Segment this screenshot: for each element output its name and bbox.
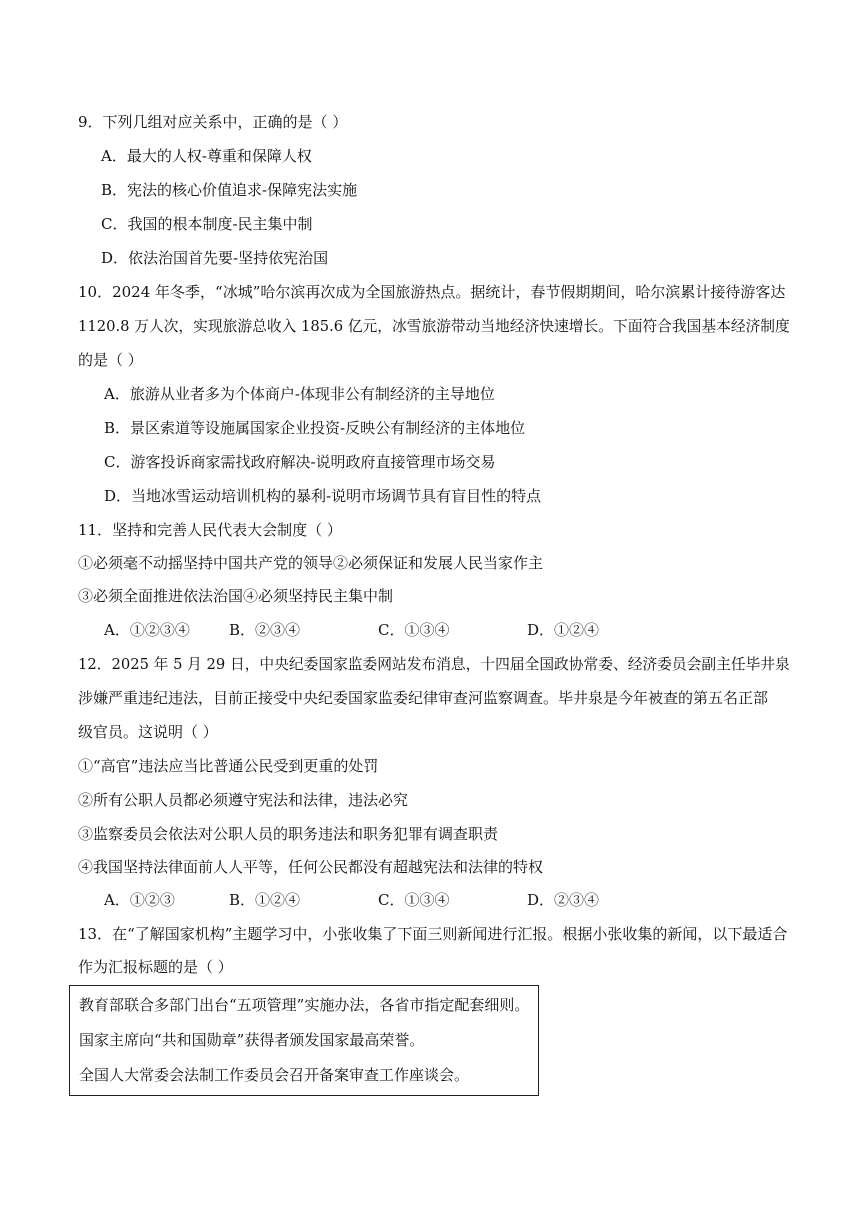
q9-option-c: C．我国的根本制度-民主集中制 (101, 215, 313, 233)
q11-option-a: A．①②③④ (104, 621, 190, 639)
q13-stem-line-1: 13．在“了解国家机构”主题学习中，小张收集了下面三则新闻进行汇报。根据小张收集的新闻，以下最适合 (78, 925, 788, 943)
news-item-2: 国家主席向“共和国勋章”获得者颁发国家最高荣誉。 (79, 1031, 425, 1049)
q12-item-2: ②所有公职人员都必须遵守宪法和法律，违法必究 (78, 791, 409, 809)
q12-stem-line-2: 涉嫌严重违纪违法，目前正接受中央纪委国家监委纪律审查河监察调查。毕井泉是今年被查的第五名正部 (78, 689, 769, 707)
q9-stem: 9．下列几组对应关系中，正确的是（ ） (78, 113, 348, 131)
news-box (69, 985, 539, 1096)
q11-option-d: D．①②④ (527, 621, 600, 639)
q12-stem-line-1: 12．2025 年 5 月 29 日，中央纪委国家监委网站发布消息，十四届全国政协常委、经济委员会副主任毕井泉 (78, 655, 790, 673)
q11-item-2: ③必须全面推进依法治国④必须坚持民主集中制 (78, 587, 394, 605)
q13-stem-line-2: 作为汇报标题的是（ ） (78, 958, 233, 976)
q9-option-a: A．最大的人权-尊重和保障人权 (101, 147, 312, 165)
q12-item-3: ③监察委员会依法对公职人员的职务违法和职务犯罪有调查职责 (78, 825, 499, 843)
q10-option-b: B．景区索道等设施属国家企业投资-反映公有制经济的主体地位 (104, 419, 526, 437)
news-item-1: 教育部联合多部门出台“五项管理”实施办法，各省市指定配套细则。 (79, 996, 530, 1014)
q10-option-a: A．旅游从业者多为个体商户-体现非公有制经济的主导地位 (104, 385, 495, 403)
q12-option-d: D．②③④ (527, 891, 600, 909)
q9-option-b: B．宪法的核心价值追求-保障宪法实施 (101, 181, 358, 199)
q12-item-1: ①“高官”违法应当比普通公民受到更重的处罚 (78, 757, 379, 775)
q10-option-c: C．游客投诉商家需找政府解决-说明政府直接管理市场交易 (104, 453, 496, 471)
q10-stem-line-3: 的是（ ） (78, 351, 143, 369)
q9-option-d: D．依法治国首先要-坚持依宪治国 (101, 249, 329, 267)
q11-stem: 11．坚持和完善人民代表大会制度（ ） (78, 521, 342, 539)
q12-item-4: ④我国坚持法律面前人人平等，任何公民都没有超越宪法和法律的特权 (78, 858, 544, 876)
q12-option-a: A．①②③ (104, 891, 175, 909)
q10-stem-line-1: 10．2024 年冬季，“冰城”哈尔滨再次成为全国旅游热点。据统计，春节假期期间，哈尔滨累计接待游客达 (78, 283, 786, 301)
q11-option-c: C．①③④ (378, 621, 450, 639)
q10-stem-line-2: 1120.8 万人次，实现旅游总收入 185.6 亿元，冰雪旅游带动当地经济快速增长。下面符合我国基本经济制度 (78, 317, 790, 335)
q11-option-b: B．②③④ (229, 621, 301, 639)
q12-stem-line-3: 级官员。这说明（ ） (78, 723, 218, 741)
q10-option-d: D．当地冰雪运动培训机构的暴利-说明市场调节具有盲目性的特点 (104, 487, 542, 505)
q11-item-1: ①必须毫不动摇坚持中国共产党的领导②必须保证和发展人民当家作主 (78, 554, 544, 572)
q12-option-c: C．①③④ (378, 891, 450, 909)
q12-option-b: B．①②④ (229, 891, 301, 909)
news-item-3: 全国人大常委会法制工作委员会召开备案审查工作座谈会。 (79, 1066, 470, 1084)
